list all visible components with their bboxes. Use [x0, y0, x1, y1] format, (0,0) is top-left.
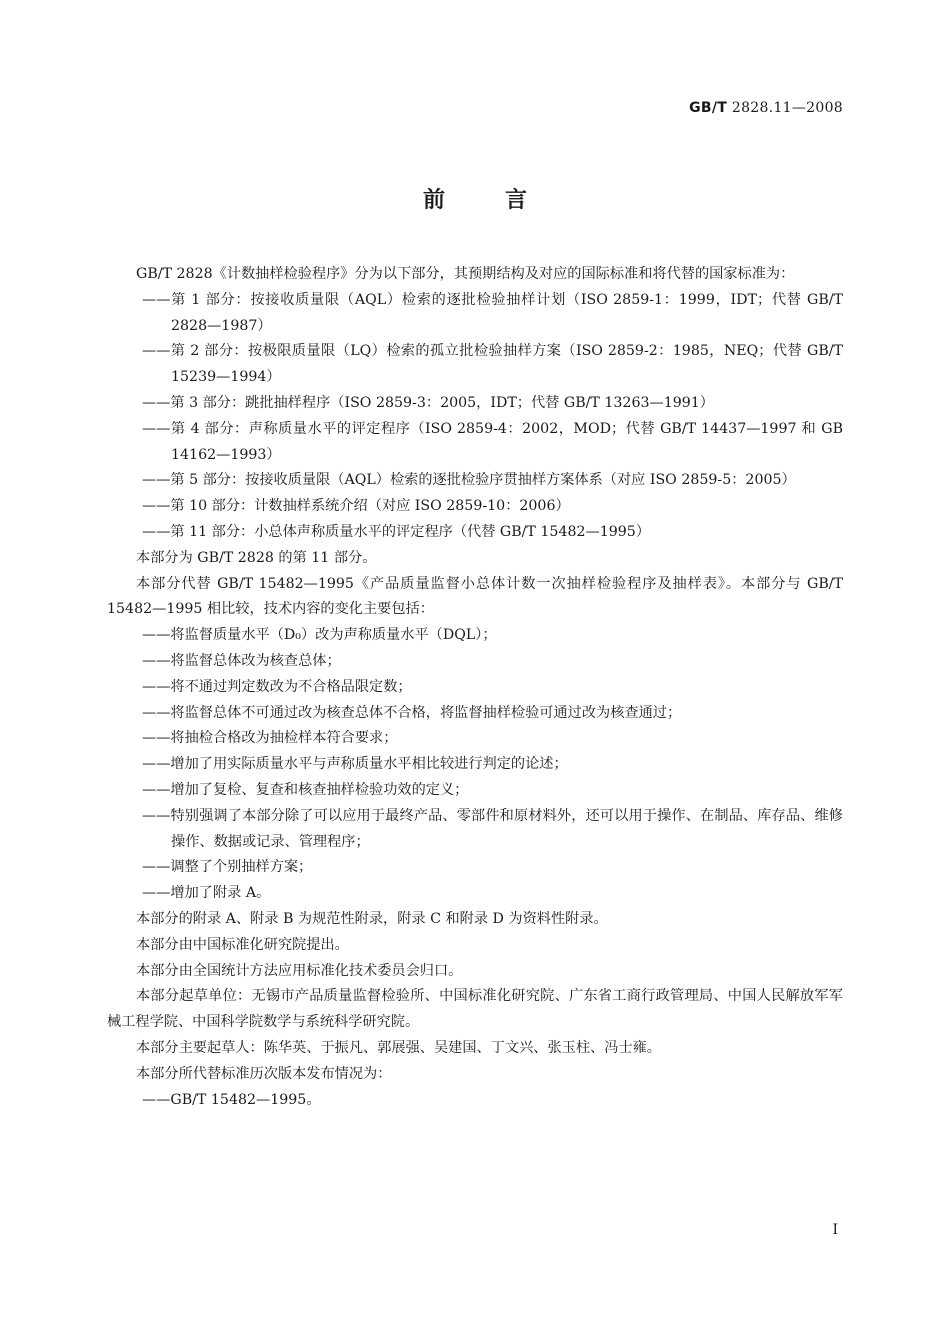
change-item: ——增加了附录 A。 — [142, 885, 271, 902]
change-item: ——将监督总体不可通过改为核查总体不合格，将监督抽样检验可通过改为核查通过； — [142, 704, 682, 721]
change-item: ——增加了用实际质量水平与声称质量水平相比较进行判定的论述； — [142, 756, 568, 773]
page-number: I — [832, 1222, 838, 1238]
replaces-paragraph: 本部分代替 GB/T 15482—1995《产品质量监督小总体计数一次抽样检验程序及抽样表》。本部分与 GB/T 15482—1995 相比较，技术内容的变化主要包括： — [107, 575, 843, 618]
standard-prefix: GB/T — [689, 100, 728, 116]
document-body — [107, 262, 843, 1113]
history-item: ——GB/T 15482—1995。 — [142, 1091, 321, 1108]
part-item: ——第 10 部分：计数抽样系统介绍（对应 ISO 2859-10：2006） — [142, 498, 570, 515]
closing-paragraph: 本部分的附录 A、附录 B 为规范性附录，附录 C 和附录 D 为资料性附录。 — [136, 910, 608, 927]
standard-code: 2828.11—2008 — [731, 100, 843, 116]
closing-paragraph: 本部分由中国标准化研究院提出。 — [136, 936, 349, 953]
this-part-paragraph: 本部分为 GB/T 2828 的第 11 部分。 — [136, 549, 377, 566]
change-item: ——调整了个别抽样方案； — [142, 859, 313, 876]
closing-paragraph: 本部分起草单位：无锡市产品质量监督检验所、中国标准化研究院、广东省工商行政管理局、中国人民解放军军械工程学院、中国科学院数学与系统科学研究院。 — [107, 988, 843, 1031]
standard-number — [689, 100, 843, 116]
intro-paragraph: GB/T 2828《计数抽样检验程序》分为以下部分，其预期结构及对应的国际标准和将代替的国家标准为： — [136, 266, 795, 282]
change-item: ——将抽检合格改为抽检样本符合要求； — [142, 730, 398, 747]
part-item: ——第 5 部分：按接收质量限（AQL）检索的逐批检验序贯抽样方案体系（对应 ISO 2859-5：2005） — [142, 472, 796, 489]
change-item: ——特别强调了本部分除了可以应用于最终产品、零部件和原材料外，还可以用于操作、在制品、库存品、维修操作、数据或记录、管理程序； — [142, 807, 843, 850]
change-item: ——增加了复检、复查和核查抽样检验功效的定义； — [142, 781, 469, 798]
part-item: ——第 2 部分：按极限质量限（LQ）检索的孤立批检验抽样方案（ISO 2859-2：1985，NEQ；代替 GB/T 15239—1994） — [142, 343, 843, 386]
change-item: ——将不通过判定数改为不合格品限定数； — [142, 678, 412, 695]
part-item: ——第 4 部分：声称质量水平的评定程序（ISO 2859-4：2002，MOD；代替 GB/T 14437—1997 和 GB 14162—1993） — [142, 420, 843, 463]
closing-paragraph: 本部分主要起草人：陈华英、于振凡、郭展强、吴建国、丁文兴、张玉柱、冯士雍。 — [136, 1039, 661, 1056]
part-item: ——第 1 部分：按接收质量限（AQL）检索的逐批检验抽样计划（ISO 2859-1：1999，IDT；代替 GB/T 2828—1987） — [142, 291, 843, 334]
page-title: 前言 — [422, 188, 587, 213]
closing-paragraph: 本部分由全国统计方法应用标准化技术委员会归口。 — [136, 962, 463, 979]
change-item: ——将监督质量水平（D₀）改为声称质量水平（DQL）； — [142, 627, 497, 644]
closing-paragraph: 本部分所代替标准历次版本发布情况为： — [136, 1065, 392, 1082]
part-item: ——第 11 部分：小总体声称质量水平的评定程序（代替 GB/T 15482—1995） — [142, 523, 651, 540]
change-item: ——将监督总体改为核查总体； — [142, 652, 341, 669]
part-item: ——第 3 部分：跳批抽样程序（ISO 2859-3：2005，IDT；代替 GB/T 13263—1991） — [142, 394, 714, 411]
